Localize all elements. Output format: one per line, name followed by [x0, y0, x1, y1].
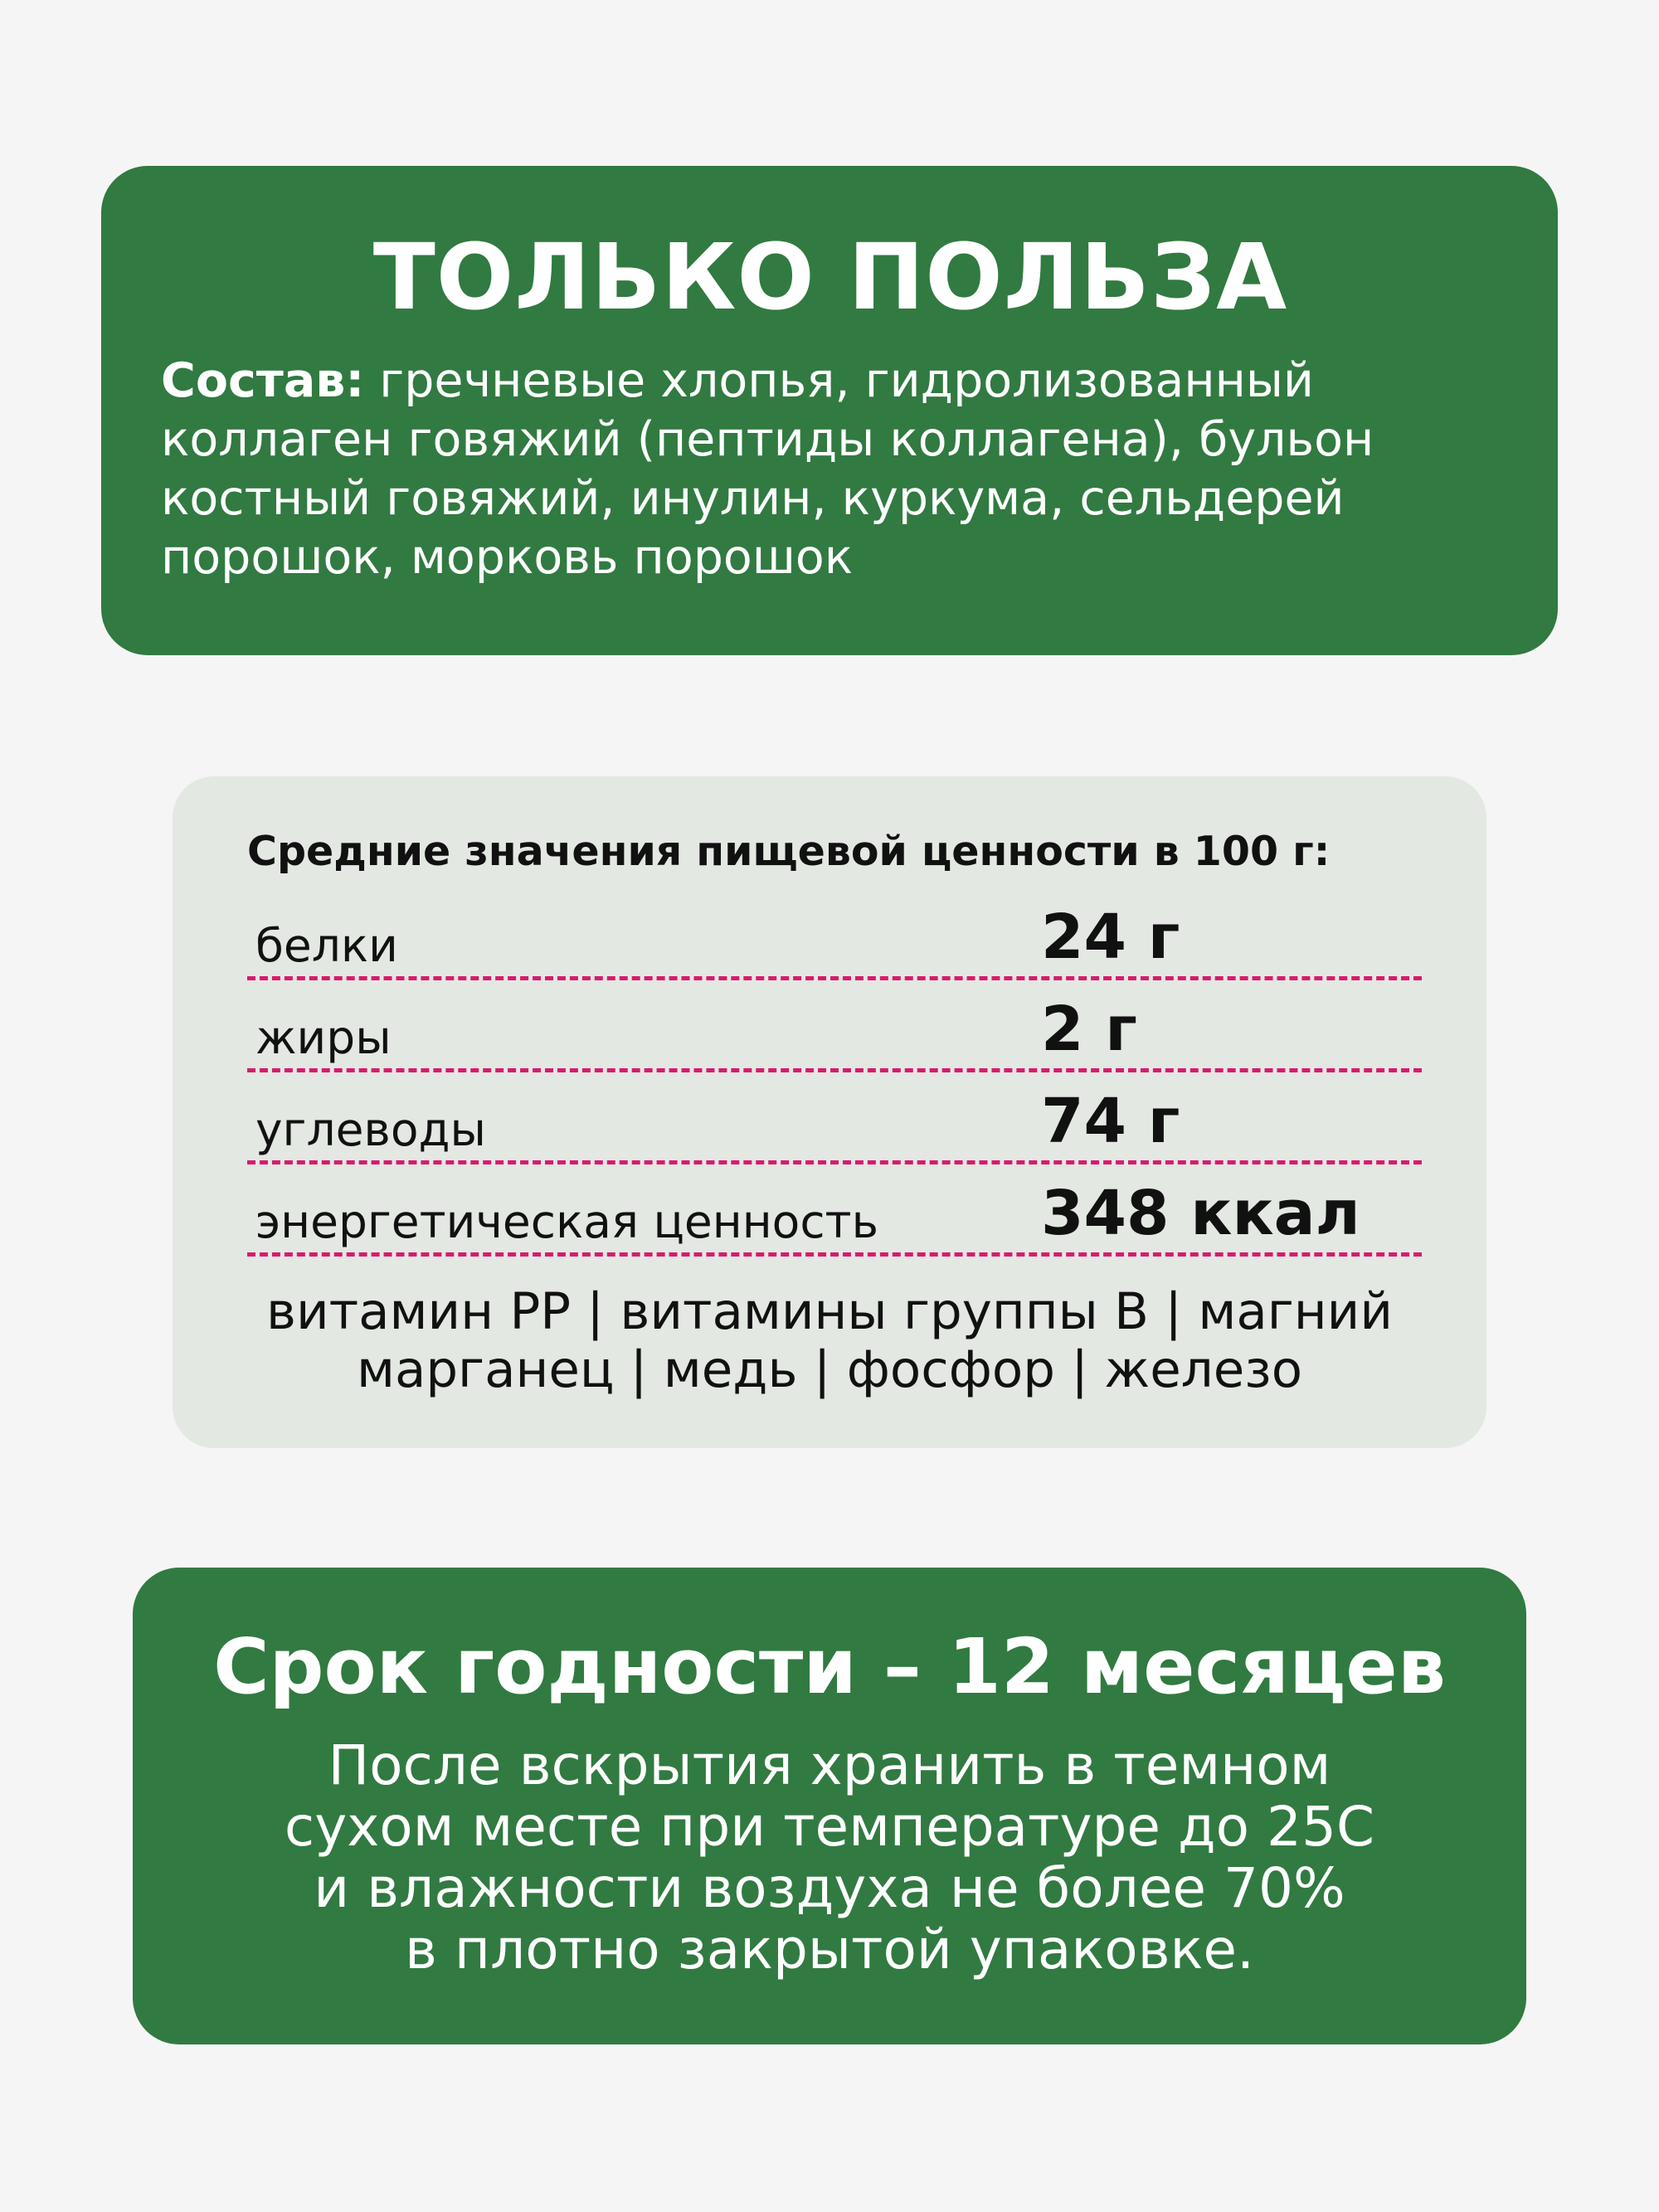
composition-text [161, 352, 1500, 587]
minerals-line: витамин PP | витамины группы B | магний [266, 1282, 1393, 1341]
nutrition-row-carbs [247, 1082, 1422, 1164]
storage-line: и влажности воздуха не более 70% [314, 1856, 1345, 1920]
storage-line: в плотно закрытой упаковке. [405, 1918, 1254, 1981]
shelf-life-card [133, 1568, 1526, 2044]
storage-line: сухом месте при температуре до 25С [284, 1795, 1375, 1859]
nutrient-value: 24 г [1041, 902, 1180, 973]
nutrient-value: 74 г [1041, 1086, 1180, 1157]
storage-instructions [133, 1735, 1526, 1981]
storage-line: После вскрытия хранить в темном [328, 1733, 1331, 1797]
nutrition-row-fat [247, 989, 1422, 1072]
nutrient-name: углеводы [255, 1103, 486, 1156]
nutrient-name: белки [255, 919, 398, 972]
nutrition-row-protein [247, 897, 1422, 980]
nutrient-value: 2 г [1041, 994, 1137, 1065]
vitamins-minerals-list [173, 1283, 1486, 1399]
nutrition-heading: Средние значения пищевой ценности в 100 г: [247, 828, 1331, 875]
composition-card [101, 166, 1558, 655]
nutrient-value: 348 ккал [1041, 1178, 1360, 1249]
composition-ingredients: гречневые хлопья, гидролизованный коллаген говяжий (пептиды коллагена), бульон костный говяжий, инулин, куркума, сельдерей порошок, морковь порошок [161, 353, 1374, 585]
shelf-life-title: Срок годности – 12 месяцев [213, 1622, 1446, 1711]
nutrient-name: энергетическая ценность [255, 1195, 879, 1248]
nutrient-name: жиры [255, 1011, 392, 1064]
minerals-line: марганец | медь | фосфор | железо [356, 1340, 1303, 1399]
nutrition-row-energy [247, 1174, 1422, 1257]
composition-label: Состав: [161, 353, 365, 408]
composition-title: ТОЛЬКО ПОЛЬЗА [372, 224, 1288, 330]
nutrition-card [173, 776, 1486, 1448]
